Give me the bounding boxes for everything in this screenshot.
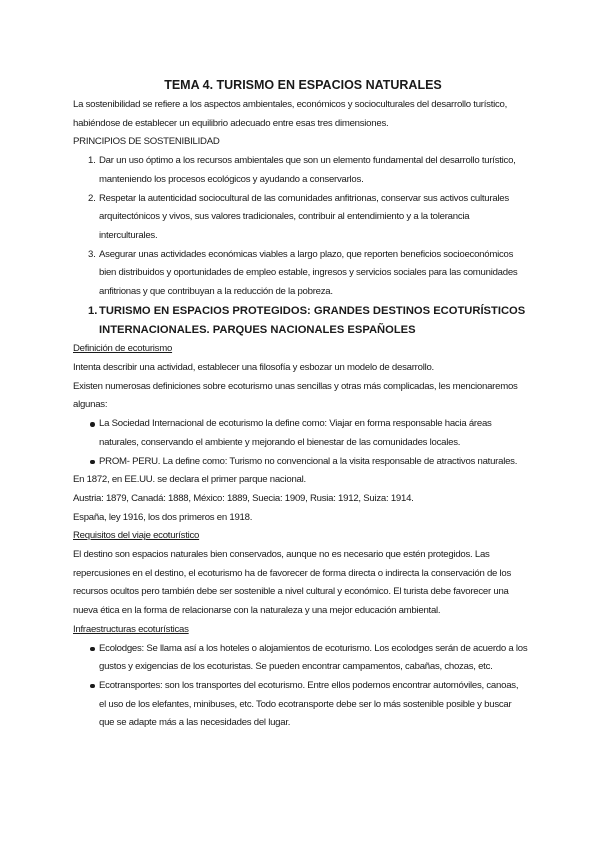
bullet-line: PROM- PERU. La define como: Turismo no convencional a la visita responsable de atractivos naturales. xyxy=(99,455,518,467)
infrastructure-heading: Infraestructuras ecoturísticas xyxy=(73,623,189,635)
principle-line: bien distribuidos y oportunidades de empleo estable, ingresos y servicios sociales para las comunidades xyxy=(99,267,518,279)
requirements-line: nueva ética en la forma de relacionarse con la naturaleza y una mejor educación ambiental. xyxy=(73,605,441,617)
bullet-line: gustos y exigencias de los ecoturistas. Se pueden encontrar campamentos, cabañas, chozas, etc. xyxy=(99,661,493,673)
principle-item xyxy=(73,246,533,302)
list-number: 3. xyxy=(88,248,96,260)
requirements-line: repercusiones en el destino, el ecoturismo ha de favorecer de forma directa o indirecta la conservación de los xyxy=(73,567,512,579)
requirements-line: El destino son espacios naturales bien conservados, aunque no es necesario que estén protegidos. Las xyxy=(73,549,490,561)
bullet-line: La Sociedad Internacional de ecoturismo la define como: Viajar en forma responsable hacia áreas xyxy=(99,418,492,430)
section-heading-line: INTERNACIONALES. PARQUES NACIONALES ESPAÑOLES xyxy=(99,324,416,337)
history-line: España, ley 1916, los dos primeros en 1918. xyxy=(73,511,253,523)
principle-line: Asegurar unas actividades económicas viables a largo plazo, que reporten beneficios socioeconómicos xyxy=(99,248,514,260)
bullet-line: Ecotransportes: son los transportes del ecoturismo. Entre ellos podemos encontrar automóviles, canoas, xyxy=(99,679,519,691)
list-number: 1. xyxy=(88,155,96,167)
definition-line: algunas: xyxy=(73,399,108,411)
bullet-icon xyxy=(90,460,95,465)
definition-line: Existen numerosas definiciones sobre ecoturismo unas sencillas y otras más complicadas, les mencionaremos xyxy=(73,380,518,392)
principles-list xyxy=(73,152,533,302)
requirements-line: recursos ocultos pero también debe ser sostenible a nivel cultural y económico. El turista debe favorecer una xyxy=(73,586,509,598)
document-page xyxy=(73,76,533,733)
bullet-icon xyxy=(90,647,95,652)
principle-item xyxy=(73,190,533,246)
bullet-line: Ecolodges: Se llama así a los hoteles o alojamientos de ecoturismo. Los ecolodges serán de acuerdo a los xyxy=(99,642,528,654)
list-number: 2. xyxy=(88,192,96,204)
section-heading-line: TURISMO EN ESPACIOS PROTEGIDOS: GRANDES DESTINOS ECOTURÍSTICOS xyxy=(99,304,526,317)
intro-line: La sostenibilidad se refiere a los aspectos ambientales, económicos y socioculturales del desarrollo turístico, xyxy=(73,99,508,110)
document-title: TEMA 4. TURISMO EN ESPACIOS NATURALES xyxy=(164,78,442,92)
principle-line: Dar un uso óptimo a los recursos ambientales que son un elemento fundamental del desarrollo turístico, xyxy=(99,155,516,167)
principle-item xyxy=(73,152,533,189)
bullet-line: que se adapte más a las necesidades del lugar. xyxy=(99,717,291,729)
bullet-line: el uso de los elefantes, minibuses, etc. Todo ecotransporte debe ser lo más sostenible posible y buscar xyxy=(99,698,512,710)
bullet-icon xyxy=(90,684,95,689)
principle-line: anfitrionas y que contribuyan a la reducción de la pobreza. xyxy=(99,286,333,298)
requirements-heading: Requisitos del viaje ecoturístico xyxy=(73,530,200,542)
intro-line: habiéndose de establecer un equilibrio adecuado entre esas tres dimensiones. xyxy=(73,117,389,129)
principles-heading: PRINCIPIOS DE SOSTENIBILIDAD xyxy=(73,136,220,148)
principle-line: Respetar la autenticidad sociocultural de las comunidades anfitrionas, conservar sus activos culturales xyxy=(99,192,509,204)
bullet-item xyxy=(73,453,533,472)
principle-line: arquitectónicos y vivos, sus valores tradicionales, contribuir al entendimiento y a la tolerancia xyxy=(99,211,470,223)
bullet-item xyxy=(73,415,533,452)
section-number: 1. xyxy=(88,304,98,317)
definition-heading: Definición de ecoturismo xyxy=(73,343,173,355)
history-line: Austria: 1879, Canadá: 1888, México: 1889, Suecia: 1909, Rusia: 1912, Suiza: 1914. xyxy=(73,492,414,504)
bullet-line: naturales, conservando el ambiente y mejorando el bienestar de las comunidades locales. xyxy=(99,436,461,448)
principle-line: manteniendo los procesos ecológicos y ayudando a conservarlos. xyxy=(99,173,364,185)
infrastructure-bullets xyxy=(73,640,533,734)
bullet-item xyxy=(73,677,533,733)
definition-bullets xyxy=(73,415,533,471)
bullet-item xyxy=(73,640,533,677)
section-heading xyxy=(73,302,533,341)
principle-line: interculturales. xyxy=(99,229,158,241)
history-line: En 1872, en EE.UU. se declara el primer parque nacional. xyxy=(73,474,306,486)
bullet-icon xyxy=(90,422,95,427)
definition-line: Intenta describir una actividad, establecer una filosofía y esbozar un modelo de desarrollo. xyxy=(73,362,434,374)
